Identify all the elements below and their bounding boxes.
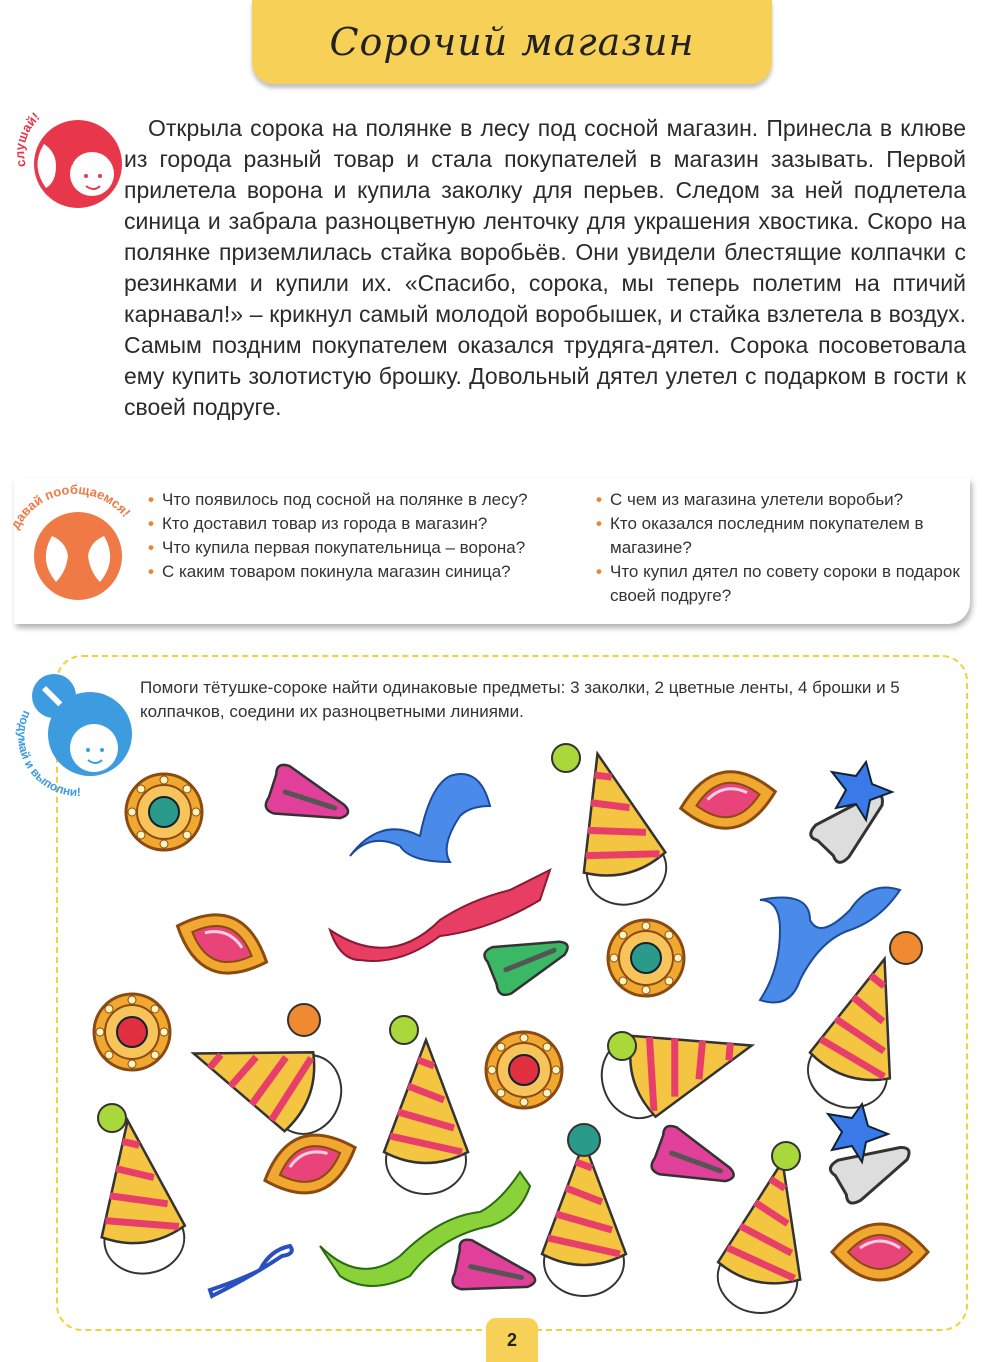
hair-clip [264, 763, 356, 836]
party-hat [592, 1005, 763, 1128]
brooch-round [486, 1032, 562, 1108]
hat-pompom [390, 1016, 418, 1044]
hat-pompom [568, 1124, 600, 1156]
hat-pompom [288, 1004, 320, 1036]
question-item: • Что купил дятел по совету сороки в подарок своей подруге? [596, 560, 960, 608]
hat-pompom [608, 1032, 636, 1060]
hair-clip [482, 921, 576, 998]
brooch-round [608, 920, 684, 996]
question-item: • Что купила первая покупательница – ворона? [148, 536, 578, 560]
brooch-round [94, 994, 170, 1070]
party-hat [179, 1014, 352, 1146]
page-title: Сорочий магазин [329, 20, 695, 64]
hair-clip [649, 1124, 742, 1199]
brooch-eye [832, 1224, 928, 1280]
hat-pompom [98, 1104, 126, 1132]
story-text: Открыла сорока на полянке в лесу под сосной магазин. Принесла в клюве из города разный товар и стала покупателей в магазин зазывать. Первой прилетела ворона и купила заколку для перьев. Следом за ней подлетела синица и забрала разноцветную ленточку для украшения хвостика. Скоро на полянке приземлилась стайка воробьёв. Они увидели блестящие колпачки с резинками и купили их. «Спасибо, сорока, мы теперь полетим на птичий карнавал!» – крикнул самый молодой воробышек, и стайка взлетела в воздух. Самым поздним покупателем оказался трудяга-дятел. Сорока посоветовала ему купить золотистую брошку. Довольный дятел улетел с подарком в гости к своей подруге. [124, 115, 966, 420]
page-number: 2 [486, 1318, 538, 1362]
party-hat [86, 1115, 191, 1279]
party-hat [384, 1040, 468, 1194]
question-item: • Кто доставил товар из города в магазин? [148, 512, 578, 536]
question-item: • С каким товаром покинула магазин синица? [148, 560, 578, 584]
hair-clip [451, 1238, 541, 1304]
hat-pompom [552, 744, 580, 772]
brooch-round [126, 774, 202, 850]
hat-pompom [772, 1142, 800, 1170]
task-instructions: Помоги тётушке-сороке найти одинаковые предметы: 3 заколки, 2 цветные ленты, 4 брошки и 5 колпачков, соедини их разноцветными линиями. [140, 678, 900, 721]
listen-badge-label: слушай! [12, 109, 43, 169]
think-badge-label: подумай и выполни! [14, 708, 81, 800]
brooch-eye [167, 900, 277, 988]
hat-pompom [890, 932, 922, 964]
question-item: • Кто оказался последним покупателем в магазине? [596, 512, 960, 560]
question-item: • С чем из магазина улетели воробьи? [596, 488, 960, 512]
party-hat [542, 1142, 626, 1296]
brooch-eye [676, 764, 780, 836]
ribbon-blue [350, 774, 490, 862]
hairpin [210, 1246, 292, 1296]
brooch-eye [255, 1121, 364, 1206]
party-hat [797, 946, 924, 1118]
talk-badge-label: давай пообщаемся! [7, 481, 134, 532]
question-item: • Что появилось под сосной на полянке в лесу? [148, 488, 578, 512]
